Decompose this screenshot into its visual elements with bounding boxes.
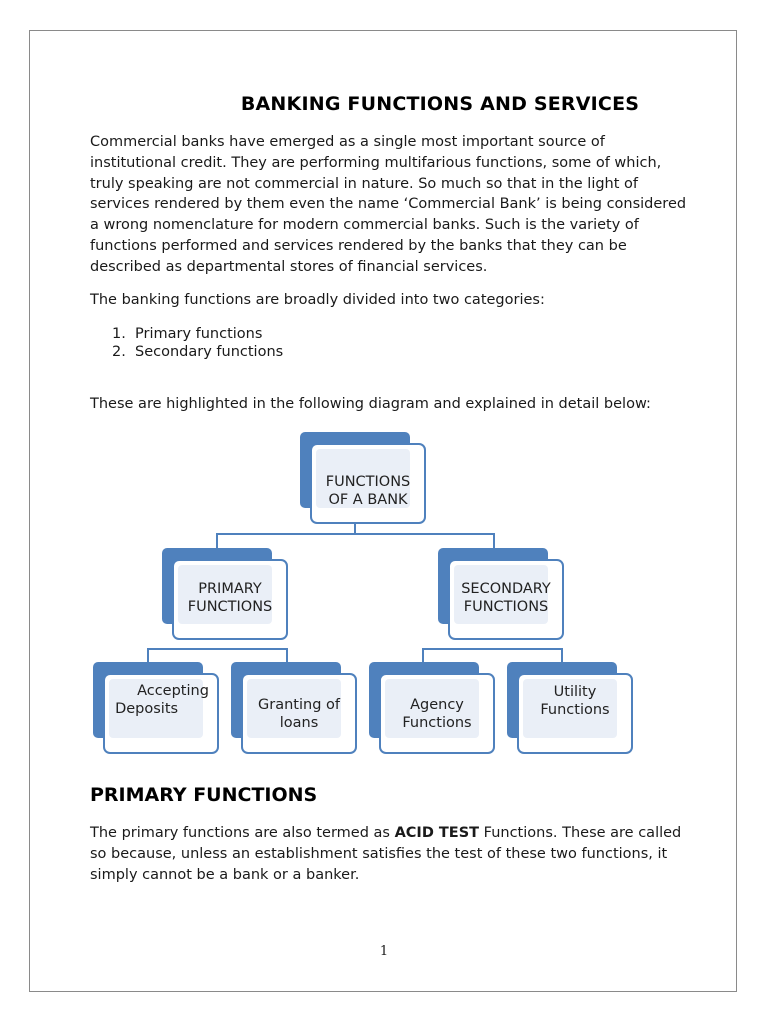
page-number: 1: [379, 944, 389, 959]
node-label: [379, 673, 495, 754]
node-label-line: PRIMARY: [198, 581, 262, 597]
node-label-line: Agency: [410, 696, 464, 713]
node-label: [517, 666, 633, 736]
connector: [422, 648, 563, 650]
connector: [286, 648, 288, 663]
list-number: 1.: [112, 326, 126, 342]
connector: [493, 533, 495, 549]
diagram-intro: These are highlighted in the following diagram and explained in detail below:: [90, 396, 651, 412]
list-item: [112, 325, 283, 343]
intro-paragraph: Commercial banks have emerged as a single most important source of institutional credit. They are performing multifarious functions, some of which, truly speaking are not commercial in nature. So much so that in the light of services rendered by them even the name ‘Commercial Bank’ is being considered a wrong nomenclature for modern commercial banks. Such is the variety of functions performed and services rendered by the banks that they can be described as departmental stores of financial services.: [90, 134, 687, 275]
node-label-line: Deposits: [115, 701, 179, 717]
connector: [147, 648, 149, 663]
paragraph-text: The primary functions are also termed as: [90, 825, 395, 841]
node-label-line: loans: [279, 714, 319, 731]
list-item-label: Primary functions: [135, 326, 263, 342]
node-label: [103, 670, 219, 730]
node-label: [310, 443, 426, 539]
paragraph-text: Functions. These are called so because, unless an establishment satisfies the test of these two functions, it simply cannot be a bank or a banker.: [90, 825, 682, 883]
node-label-line: OF A BANK: [328, 492, 408, 508]
page-title: BANKING FUNCTIONS AND SERVICES: [240, 93, 640, 115]
node-label-line: Functions: [540, 702, 610, 718]
node-label-line: FUNCTIONS: [187, 599, 273, 615]
node-label: [172, 559, 288, 637]
node-label: [241, 673, 357, 754]
node-label-line: FUNCTIONS: [325, 474, 411, 490]
connector: [561, 648, 563, 663]
connector: [422, 648, 424, 663]
primary-functions-paragraph: [90, 823, 690, 885]
connector: [147, 648, 288, 650]
categories-intro: The banking functions are broadly divided into two categories:: [90, 292, 545, 308]
list-item-label: Secondary functions: [135, 344, 284, 360]
node-label-line: Functions: [402, 714, 472, 731]
connector: [216, 533, 218, 549]
node-label-line: Accepting: [137, 683, 209, 699]
section-heading-primary-functions: PRIMARY FUNCTIONS: [90, 784, 318, 806]
list-item: [112, 343, 283, 361]
node-label-line: Granting of: [258, 696, 340, 713]
node-label-line: Utility: [553, 684, 597, 700]
node-label-line: FUNCTIONS: [463, 599, 549, 615]
node-label-line: SECONDARY: [461, 581, 551, 597]
node-label: [448, 559, 564, 637]
acid-test-term: ACID TEST: [394, 825, 480, 841]
list-number: 2.: [112, 344, 126, 360]
categories-list: [112, 325, 283, 361]
